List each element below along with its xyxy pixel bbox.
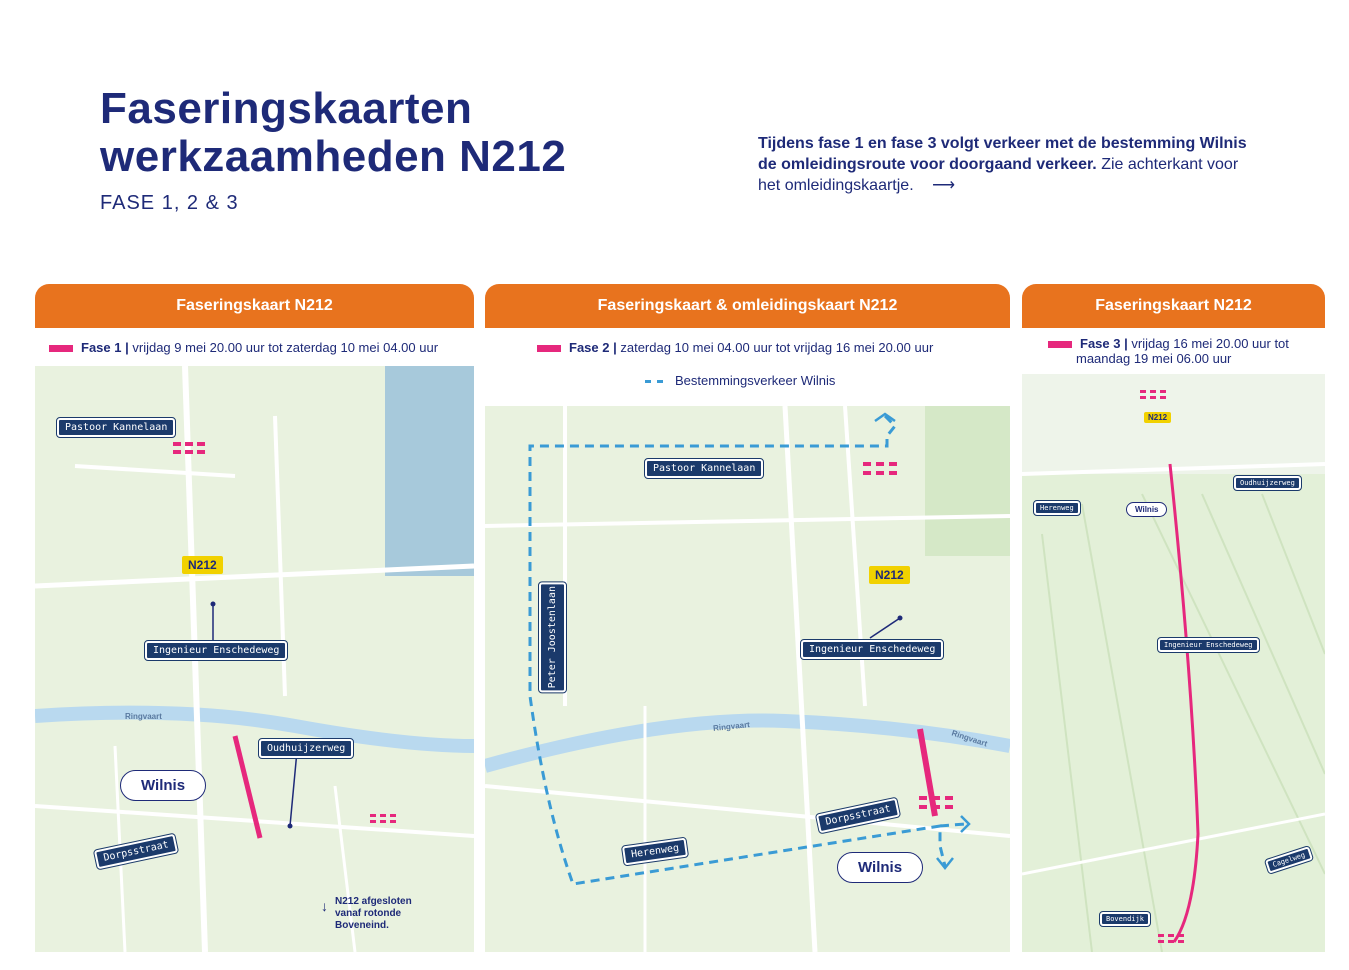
- town-label-wilnis: Wilnis: [1126, 502, 1167, 517]
- map-fase-2[interactable]: [485, 406, 1010, 952]
- legend-date-text-1: vrijdag 16 mei 20.00 uur tot: [1131, 336, 1289, 351]
- intro-text: [758, 133, 1248, 196]
- dashed-line-icon: [645, 380, 663, 383]
- legend-date-text: vrijdag 9 mei 20.00 uur tot zaterdag 10 mei 04.00 uur: [132, 340, 439, 355]
- road-label-n212: N212: [869, 566, 910, 584]
- panel-2-legend: [485, 328, 1010, 406]
- street-label-dorpsstraat: Dorpsstraat: [816, 798, 900, 834]
- panel-3-legend: [1022, 328, 1325, 374]
- street-label-bovendijk: Bovendijk: [1100, 912, 1150, 926]
- legend-fase-label: Fase 3 |: [1080, 336, 1128, 351]
- legend-fase-3-row: [1048, 336, 1311, 351]
- legend-date-text-2: maandag 19 mei 06.00 uur: [1076, 351, 1232, 366]
- closure-note: [321, 896, 412, 932]
- page-title: [100, 85, 566, 181]
- panel-fase-2: [485, 284, 1010, 952]
- water-label-ringvaart: Ringvaart: [712, 720, 751, 733]
- legend-detour-text: Bestemmingsverkeer Wilnis: [675, 373, 836, 388]
- closure-swatch-icon: [1048, 341, 1072, 348]
- street-label-herenweg: Herenweg: [1034, 501, 1080, 515]
- closure-swatch-icon: [49, 345, 73, 352]
- street-label-ingenieur-enschedeweg: Ingenieur Enschedeweg: [145, 641, 287, 660]
- legend-detour-row: [537, 373, 996, 388]
- panel-fase-3: [1022, 284, 1325, 952]
- legend-fase-label: Fase 2 |: [569, 340, 617, 355]
- legend-fase-2-row: [537, 340, 996, 355]
- legend-date-text: zaterdag 10 mei 04.00 uur tot vrijdag 16 mei 20.00 uur: [620, 340, 934, 355]
- street-label-oudhuijzerweg: Oudhuijzerweg: [1234, 476, 1301, 490]
- panel-2-header: Faseringskaart & omleidingskaart N212: [485, 284, 1010, 328]
- road-label-n212: N212: [182, 556, 223, 574]
- title-line-1: Faseringskaarten: [100, 84, 473, 133]
- arrow-right-icon: ⟶: [932, 177, 956, 194]
- street-label-dorpsstraat: Dorpsstraat: [94, 834, 178, 870]
- closure-note-line-1: N212 afgesloten: [335, 896, 412, 907]
- street-label-pastoor-kannelaan: Pastoor Kannelaan: [57, 418, 175, 437]
- arrow-down-icon: ↓: [321, 898, 328, 914]
- closure-note-line-2: vanaf rotonde: [335, 908, 402, 919]
- map-fase-3[interactable]: [1022, 374, 1325, 952]
- page-subtitle: FASE 1, 2 & 3: [100, 192, 239, 214]
- panel-1-header: Faseringskaart N212: [35, 284, 474, 328]
- street-label-cagelweg: Cagelweg: [1265, 846, 1313, 873]
- intro-bold: Tijdens fase 1 en fase 3 volgt verkeer met de bestemming Wilnis de omleidingsroute voor doorgaand verkeer.: [758, 135, 1247, 173]
- road-label-n212: N212: [1144, 412, 1171, 423]
- water-label-ringvaart: Ringvaart: [125, 712, 162, 721]
- map-fase-1[interactable]: [35, 366, 474, 952]
- legend-fase-label: Fase 1 |: [81, 340, 129, 355]
- street-label-ingenieur-enschedeweg: Ingenieur Enschedeweg: [1158, 638, 1259, 652]
- panel-1-legend: [35, 328, 474, 366]
- closure-note-line-3: Boveneind.: [335, 920, 389, 931]
- intro-normal: Zie achterkant voor het omleidingskaartje.: [758, 156, 1239, 194]
- panel-3-header: Faseringskaart N212: [1022, 284, 1325, 328]
- town-label-wilnis: Wilnis: [837, 852, 923, 883]
- town-label-wilnis: Wilnis: [120, 770, 206, 801]
- street-label-pastoor-kannelaan: Pastoor Kannelaan: [645, 459, 763, 478]
- street-label-peter-joostenlaan: Peter Joostenlaan: [539, 582, 566, 692]
- title-line-2: werkzaamheden N212: [100, 132, 567, 181]
- panel-fase-1: [35, 284, 474, 952]
- street-label-oudhuijzerweg: Oudhuijzerweg: [259, 739, 353, 758]
- water-label-ringvaart: Ringvaart: [950, 728, 989, 749]
- street-label-ingenieur-enschedeweg: Ingenieur Enschedeweg: [801, 640, 943, 659]
- closure-swatch-icon: [537, 345, 561, 352]
- street-label-herenweg: Herenweg: [622, 838, 688, 866]
